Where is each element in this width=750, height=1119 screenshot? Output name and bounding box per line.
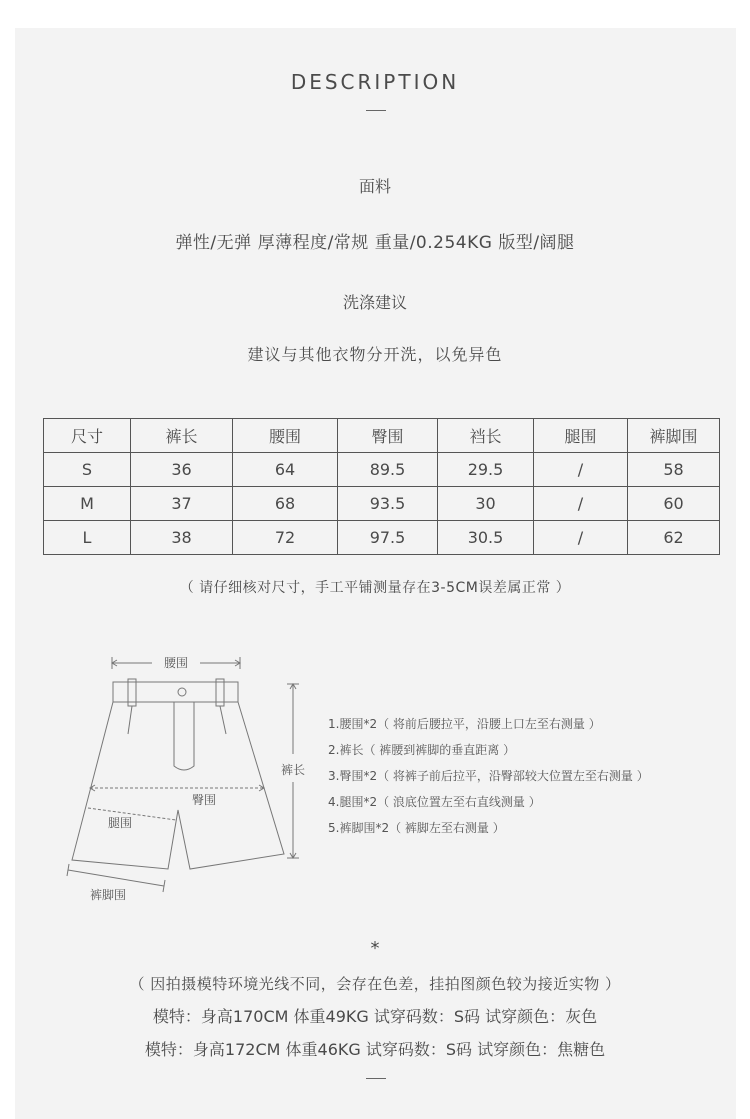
instruction-item: 1.腰围*2（ 将前后腰拉平，沿腰上口左至右测量 ） xyxy=(328,717,601,731)
model-info-2: 模特：身高172CM 体重46KG 试穿码数：S码 试穿颜色：焦糖色 xyxy=(144,1040,606,1059)
table-cell: 29.5 xyxy=(438,453,534,487)
table-row xyxy=(44,521,720,555)
fabric-label: 面料 xyxy=(358,177,391,196)
shorts-measurement-diagram xyxy=(60,650,320,910)
color-difference-note: （ 因拍摄模特环境光线不同，会存在色差，挂拍图颜色较为接近实物 ） xyxy=(129,975,621,993)
hip-label: 臀围 xyxy=(191,793,217,807)
header-pants-length: 裤长 xyxy=(131,419,233,453)
instruction-item: 2.裤长（ 裤腰到裤脚的垂直距离 ） xyxy=(328,743,516,757)
instruction-item: 3.臀围*2（ 将裤子前后拉平，沿臀部较大位置左至右测量 ） xyxy=(328,769,649,783)
thigh-label: 腿围 xyxy=(107,816,133,830)
table-cell: 60 xyxy=(628,487,720,521)
table-cell: 58 xyxy=(628,453,720,487)
shorts-outline xyxy=(72,702,284,869)
header-size: 尺寸 xyxy=(44,419,131,453)
table-row xyxy=(44,453,720,487)
table-cell: 37 xyxy=(131,487,233,521)
table-cell: 72 xyxy=(233,521,338,555)
measurement-note: （ 请仔细核对尺寸，手工平铺测量存在3-5CM误差属正常 ） xyxy=(179,580,571,596)
table-cell: 97.5 xyxy=(338,521,438,555)
fabric-details: 弹性/无弹 厚薄程度/常规 重量/0.254KG 版型/阔腿 xyxy=(175,233,575,253)
table-cell: S xyxy=(44,453,131,487)
table-cell: 30 xyxy=(438,487,534,521)
washing-label: 洗涤建议 xyxy=(342,293,407,312)
size-table-header-row xyxy=(44,419,720,453)
header-rise: 裆长 xyxy=(438,419,534,453)
waistband-shape xyxy=(113,682,238,702)
page-title: DESCRIPTION xyxy=(290,70,460,94)
table-cell: / xyxy=(534,453,628,487)
table-cell: 93.5 xyxy=(338,487,438,521)
title-divider xyxy=(366,110,386,111)
table-cell: 36 xyxy=(131,453,233,487)
header-waist: 腰围 xyxy=(233,419,338,453)
table-cell: / xyxy=(534,487,628,521)
table-cell: L xyxy=(44,521,131,555)
model-info-1: 模特：身高170CM 体重49KG 试穿码数：S码 试穿颜色：灰色 xyxy=(152,1007,598,1026)
button-shape xyxy=(178,688,186,696)
table-row xyxy=(44,487,720,521)
asterisk-mark: * xyxy=(370,938,380,959)
instruction-item: 4.腿围*2（ 浪底位置左至右直线测量 ） xyxy=(328,795,541,809)
footer-divider xyxy=(366,1078,386,1079)
header-thigh: 腿围 xyxy=(534,419,628,453)
table-cell: 68 xyxy=(233,487,338,521)
header-hem: 裤脚围 xyxy=(628,419,720,453)
waist-label: 腰围 xyxy=(163,656,189,670)
header-hip: 臀围 xyxy=(338,419,438,453)
table-cell: 64 xyxy=(233,453,338,487)
hem-label: 裤脚围 xyxy=(89,888,127,902)
table-cell: M xyxy=(44,487,131,521)
table-cell: 30.5 xyxy=(438,521,534,555)
hem-measure-line xyxy=(68,870,164,886)
table-cell: 38 xyxy=(131,521,233,555)
table-cell: 89.5 xyxy=(338,453,438,487)
table-cell: 62 xyxy=(628,521,720,555)
table-cell: / xyxy=(534,521,628,555)
instruction-item: 5.裤脚围*2（ 裤脚左至右测量 ） xyxy=(328,821,505,835)
length-label: 裤长 xyxy=(280,763,306,777)
washing-advice: 建议与其他衣物分开洗，以免异色 xyxy=(247,345,503,364)
measurement-instructions xyxy=(328,716,649,846)
size-table xyxy=(43,418,720,555)
